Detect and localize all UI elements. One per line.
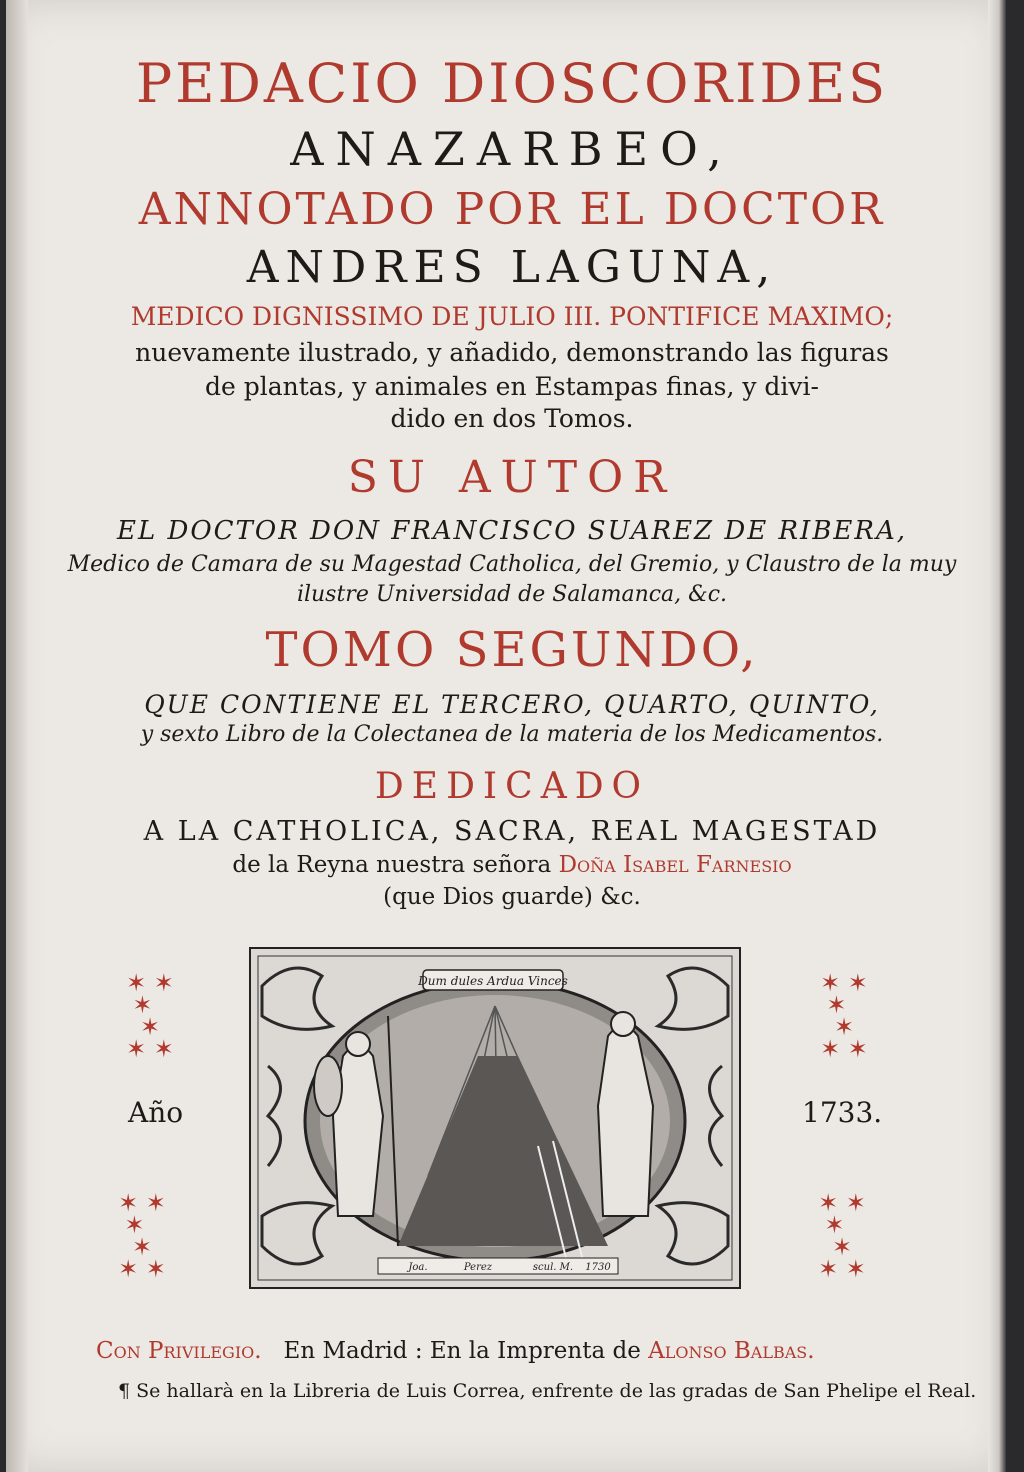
dedication-line-1: A LA CATHOLICA, SACRA, REAL MAGESTAD xyxy=(143,816,881,847)
engraving-signature-year: 1730 xyxy=(585,1262,611,1273)
title-line-6: nuevamente ilustrado, y añadido, demonstrando las figuras xyxy=(135,338,889,367)
engraving-signature-right: scul. M. xyxy=(532,1262,574,1273)
printer-name: Alonso Balbas. xyxy=(648,1338,815,1364)
sale-notice: ¶ Se hallarà en la Libreria de Luis Correa, enfrente de las gradas de San Phelipe el Real. xyxy=(118,1380,977,1402)
title-line-2: ANAZARBEO, xyxy=(290,122,734,176)
engraving-signature-mid: Perez xyxy=(463,1262,493,1273)
year-value: 1733. xyxy=(802,1096,883,1129)
engraving-vignette xyxy=(248,946,742,1290)
ornament-top-left: ✶ ✶ ✶ ✶ ✶ ✶ xyxy=(126,969,174,1063)
title-line-7: de plantas, y animales en Estampas finas, y divi- xyxy=(205,372,819,401)
imprint-place: En Madrid : En la Imprenta de xyxy=(283,1338,641,1364)
queen-name: Doña Isabel Farnesio xyxy=(558,852,792,878)
author-heading: SU AUTOR xyxy=(347,452,677,503)
ornament-bottom-right: ✶ ✶ ✶ ✶ ✶ ✶ xyxy=(818,1189,866,1283)
author-desc-2: ilustre Universidad de Salamanca, &c. xyxy=(296,582,728,607)
ornament-bottom-left: ✶ ✶ ✶ ✶ ✶ ✶ xyxy=(118,1189,166,1283)
title-line-8: dido en dos Tomos. xyxy=(390,404,634,433)
year-label: Año xyxy=(128,1096,184,1129)
volume-contents-1: QUE CONTIENE EL TERCERO, QUARTO, QUINTO, xyxy=(144,690,880,719)
ornament-top-right: ✶ ✶ ✶ ✶ ✶ ✶ xyxy=(820,969,868,1063)
volume-heading: TOMO SEGUNDO, xyxy=(265,622,759,678)
privilege-label: Con Privilegio. xyxy=(96,1338,262,1364)
title-line-1: PEDACIO DIOSCORIDES xyxy=(135,52,889,115)
dedication-heading: DEDICADO xyxy=(374,766,650,807)
volume-contents-2: y sexto Libro de la Colectanea de la materia de los Medicamentos. xyxy=(140,722,884,747)
author-desc-1: Medico de Camara de su Magestad Catholica, del Gremio, y Claustro de la muy xyxy=(67,552,957,577)
engraving-motto: Dum dules Ardua Vinces xyxy=(418,974,568,988)
author-name: EL DOCTOR DON FRANCISCO SUAREZ DE RIBERA, xyxy=(116,516,908,546)
imprint-line xyxy=(96,1338,815,1364)
dedication-prefix: de la Reyna nuestra señora xyxy=(232,852,552,878)
engraving-signature-left: Joa. xyxy=(408,1262,428,1273)
title-line-5: MEDICO DIGNISSIMO DE JULIO III. PONTIFICE MAXIMO; xyxy=(130,302,894,331)
dedication-line-3: (que Dios guarde) &c. xyxy=(383,884,641,910)
dedication-line-2 xyxy=(0,852,1024,878)
title-line-3: ANNOTADO POR EL DOCTOR xyxy=(138,184,886,235)
title-line-4: ANDRES LAGUNA, xyxy=(246,242,778,293)
engraving-image xyxy=(248,946,742,1290)
